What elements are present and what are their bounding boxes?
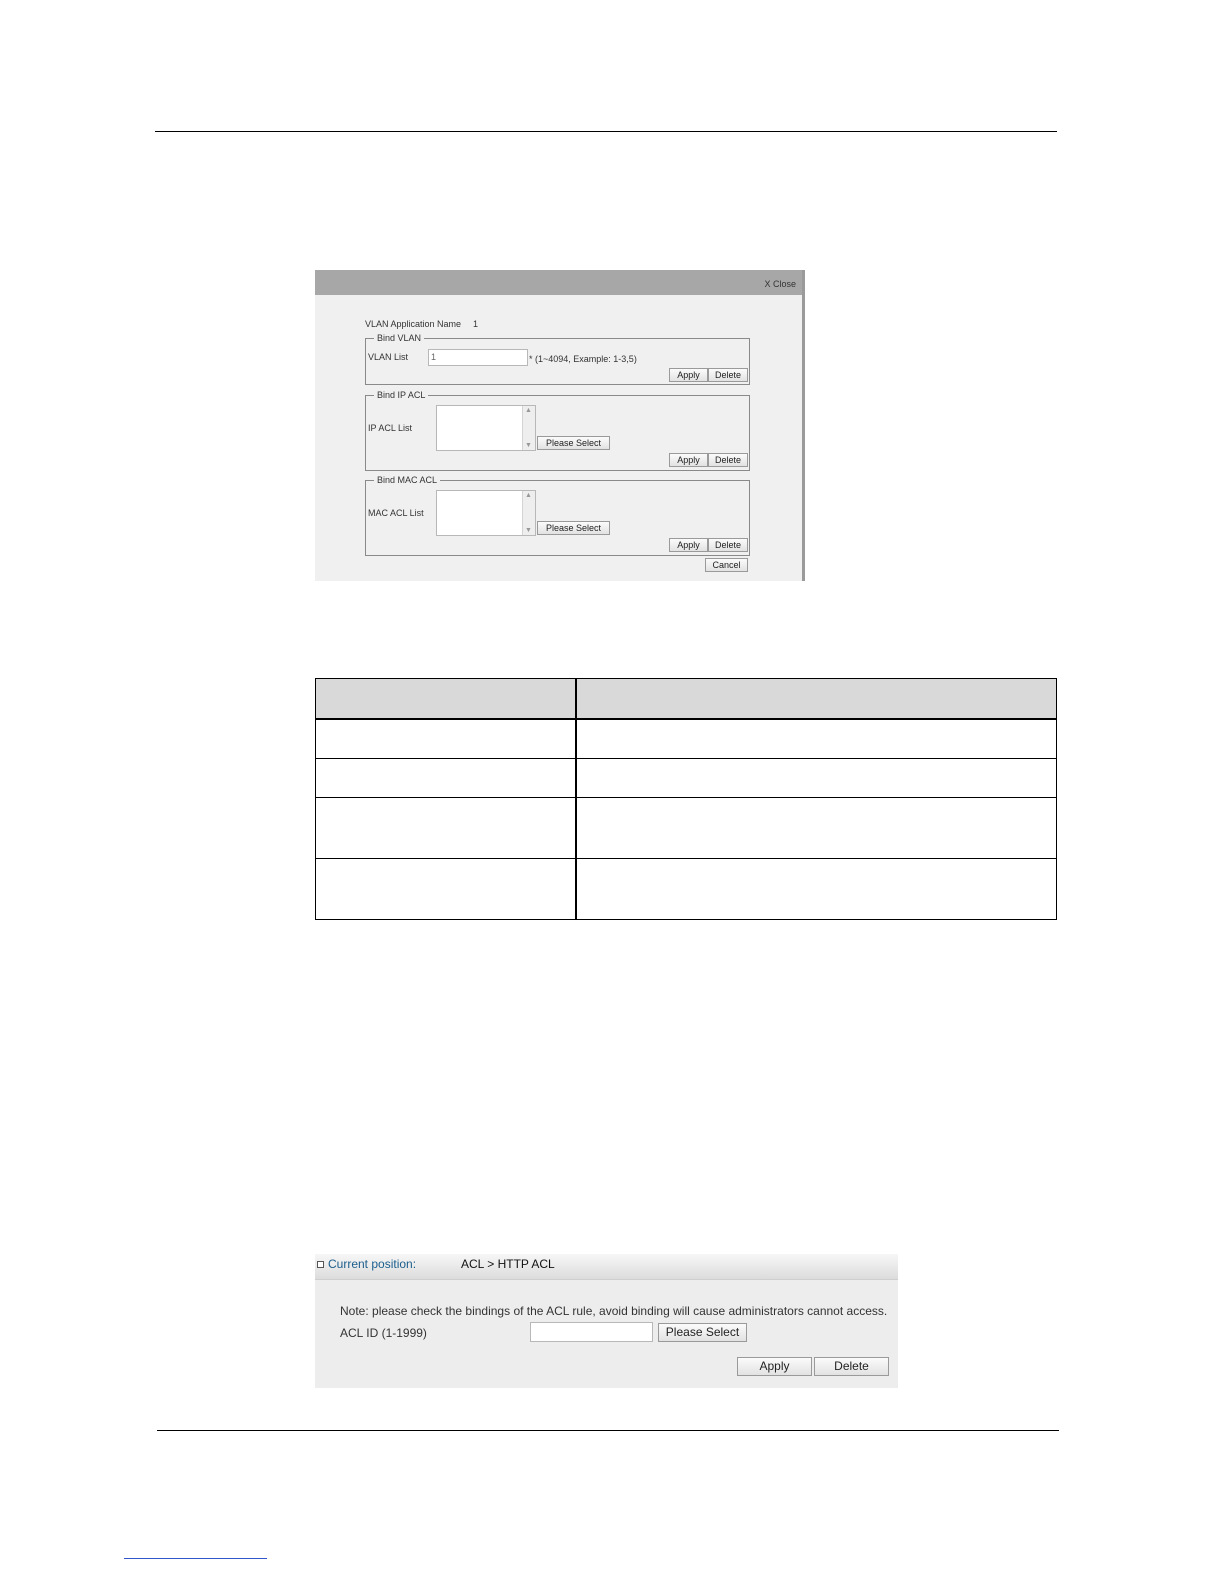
acl-id-input[interactable] [530, 1322, 653, 1342]
table-row [316, 719, 1057, 758]
table-cell [576, 858, 1057, 919]
vlan-list-label: VLAN List [368, 352, 409, 362]
current-position-path: ACL > HTTP ACL [461, 1257, 555, 1271]
parameter-table [315, 678, 1057, 920]
table-header-cell [576, 679, 1057, 720]
scroll-up-icon[interactable]: ▲ [525, 492, 532, 499]
table-row [316, 758, 1057, 797]
mac-acl-listbox[interactable] [436, 490, 536, 536]
mac-acl-please-select-button[interactable]: Please Select [537, 521, 610, 535]
table-cell [316, 797, 576, 858]
bind-mac-acl-apply-button[interactable]: Apply [669, 538, 708, 552]
bind-ip-acl-legend: Bind IP ACL [374, 390, 428, 400]
bind-vlan-delete-button[interactable]: Delete [708, 368, 748, 382]
mac-acl-scrollbar[interactable] [522, 491, 535, 535]
vlan-list-hint: * (1~4094, Example: 1-3,5) [529, 354, 637, 364]
vlan-application-dialog [315, 270, 805, 581]
vlan-list-input[interactable]: 1 [428, 349, 528, 366]
acl-binding-note: Note: please check the bindings of the ACL rule, avoid binding will cause administrators cannot access. [340, 1304, 888, 1318]
table-header-row [316, 679, 1057, 720]
scroll-up-icon[interactable]: ▲ [525, 407, 532, 414]
table-cell [576, 719, 1057, 758]
bind-ip-acl-group [365, 390, 750, 471]
footer-rule [157, 1430, 1059, 1431]
table-cell [576, 758, 1057, 797]
bind-mac-acl-legend: Bind MAC ACL [374, 475, 440, 485]
table-cell [316, 858, 576, 919]
acl-id-label: ACL ID (1-1999) [340, 1326, 427, 1340]
table-cell [576, 797, 1057, 858]
close-button[interactable]: X Close [764, 279, 796, 289]
position-marker-icon [317, 1261, 324, 1268]
scroll-down-icon[interactable]: ▼ [525, 442, 532, 449]
cancel-button[interactable]: Cancel [705, 558, 748, 572]
scroll-down-icon[interactable]: ▼ [525, 527, 532, 534]
mac-acl-list-label: MAC ACL List [368, 508, 424, 518]
breadcrumb [315, 1254, 898, 1280]
footer-link-underline [124, 1558, 267, 1559]
current-position-label: Current position: [328, 1257, 417, 1271]
bind-vlan-apply-button[interactable]: Apply [669, 368, 708, 382]
acl-apply-button[interactable]: Apply [737, 1357, 812, 1376]
header-rule [155, 131, 1057, 132]
bind-mac-acl-delete-button[interactable]: Delete [708, 538, 748, 552]
bind-vlan-group [365, 333, 750, 385]
table-row [316, 858, 1057, 919]
bind-ip-acl-delete-button[interactable]: Delete [708, 453, 748, 467]
table-cell [316, 758, 576, 797]
acl-delete-button[interactable]: Delete [814, 1357, 889, 1376]
ip-acl-listbox[interactable] [436, 405, 536, 451]
bind-vlan-legend: Bind VLAN [374, 333, 424, 343]
ip-acl-please-select-button[interactable]: Please Select [537, 436, 610, 450]
table-cell [316, 719, 576, 758]
ip-acl-list-label: IP ACL List [368, 423, 413, 433]
vlan-application-name-value: 1 [473, 319, 479, 329]
acl-please-select-button[interactable]: Please Select [658, 1323, 747, 1342]
bind-mac-acl-group [365, 475, 750, 556]
bind-ip-acl-apply-button[interactable]: Apply [669, 453, 708, 467]
dialog-titlebar [315, 270, 802, 295]
table-row [316, 797, 1057, 858]
table-header-cell [316, 679, 576, 720]
http-acl-panel [315, 1254, 898, 1388]
ip-acl-scrollbar[interactable] [522, 406, 535, 450]
vlan-application-name-label: VLAN Application Name [365, 319, 462, 329]
